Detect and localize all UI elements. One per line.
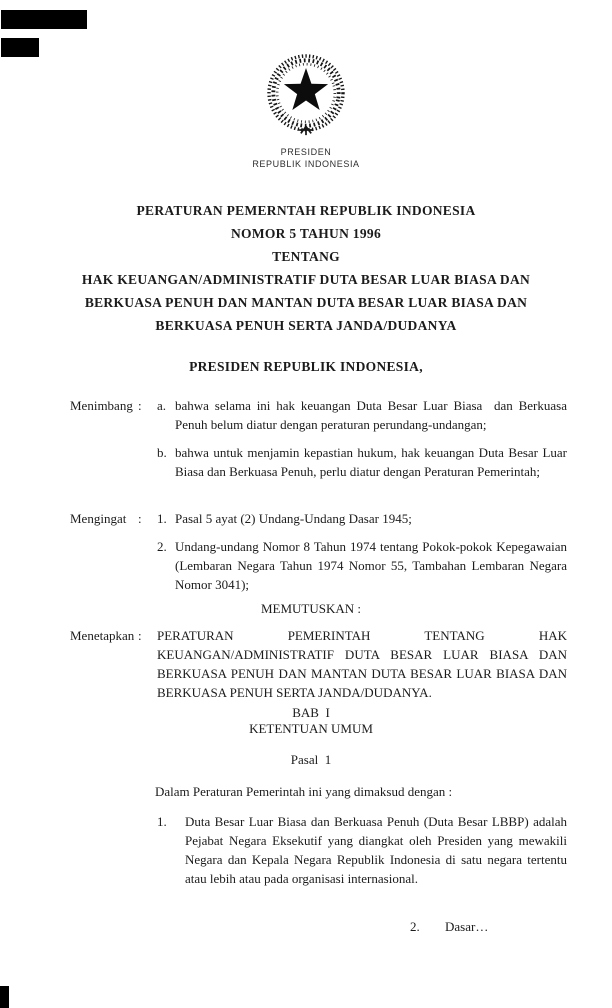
emblem-label-presiden: PRESIDEN <box>280 147 332 157</box>
presidential-emblem <box>0 50 612 170</box>
catchword-text: Dasar… <box>445 919 489 934</box>
bab-number: BAB I <box>292 705 330 720</box>
pasal-intro: Dalam Peraturan Pemerintah ini yang dimaksud dengan : <box>155 784 453 799</box>
pasal-item-1 <box>157 812 567 888</box>
mengingat-item-2 <box>157 537 567 594</box>
star-icon <box>284 68 328 110</box>
title-line: BERKUASA PENUH DAN MANTAN DUTA BESAR LUAR BIASA DAN <box>84 295 528 310</box>
title-line: NOMOR 5 TAHUN 1996 <box>230 226 382 241</box>
clause-label: Menimbang <box>70 398 133 413</box>
item-marker: 2. <box>157 539 167 554</box>
menetapkan-text: PERATURAN PEMERINTAH TENTANG HAK KEUANGAN/ADMINISTRATIF DUTA BESAR LUAR BIASA DAN BERKUASA PENUH DAN MANTAN DUTA BESAR LUAR BIASA DAN BERKUASA PENUH SERTA JANDA/DUDANYA. <box>157 628 567 700</box>
pasal-heading: Pasal 1 <box>290 752 332 767</box>
bab-title: KETENTUAN UMUM <box>249 721 373 736</box>
title-line: BERKUASA PENUH SERTA JANDA/DUDANYA <box>155 318 457 333</box>
clause-colon: : <box>138 398 142 413</box>
clause-colon: : <box>138 511 142 526</box>
scan-artifact-top-left-1 <box>1 10 87 29</box>
clause-menimbang <box>70 396 567 481</box>
item-marker: a. <box>157 398 167 413</box>
memutuskan-heading: MEMUTUSKAN : <box>260 601 362 616</box>
star-wreath-emblem-icon <box>263 50 349 142</box>
opening-line: PRESIDEN REPUBLIK INDONESIA, <box>189 359 423 374</box>
clause-mengingat <box>70 509 567 594</box>
clause-colon: : <box>138 628 142 643</box>
scan-artifact-bottom-left <box>0 986 9 1008</box>
document-title <box>0 199 612 337</box>
item-text: bahwa selama ini hak keuangan Duta Besar Luar Biasa dan Berkuasa Penuh belum diatur dengan peraturan perundang-undangan; <box>175 398 567 432</box>
emblem-label-republik-indonesia: REPUBLIK INDONESIA <box>252 159 360 169</box>
menimbang-item-b <box>157 443 567 481</box>
menimbang-item-a <box>157 396 567 434</box>
bab-heading <box>55 705 567 737</box>
item-text: bahwa untuk menjamin kepastian hukum, hak keuangan Duta Besar Luar Biasa dan Berkuasa Penuh, perlu diatur dengan Peraturan Pemerintah; <box>175 445 567 479</box>
page-catchword <box>410 919 488 935</box>
item-marker: 1. <box>157 814 167 829</box>
item-marker: 1. <box>157 511 167 526</box>
clause-label: Mengingat <box>70 511 127 526</box>
clause-menetapkan <box>70 626 567 702</box>
clause-label: Menetapkan <box>70 628 135 643</box>
pasal-items <box>157 812 567 888</box>
item-text: Duta Besar Luar Biasa dan Berkuasa Penuh (Duta Besar LBBP) adalah Pejabat Negara Eksekutif yang diangkat oleh Presiden yang mewakili Negara dan Kepala Negara Republik Indonesia di satu negara tertentu atau lebih atau pada organisasi internasional. <box>185 814 567 886</box>
item-marker: b. <box>157 445 167 460</box>
title-line: HAK KEUANGAN/ADMINISTRATIF DUTA BESAR LUAR BIASA DAN <box>81 272 531 287</box>
item-text: Pasal 5 ayat (2) Undang-Undang Dasar 1945; <box>175 511 412 526</box>
title-line: PERATURAN PEMERNTAH REPUBLIK INDONESIA <box>136 203 476 218</box>
title-line: TENTANG <box>272 249 340 264</box>
mengingat-item-1 <box>157 509 567 528</box>
item-text: Undang-undang Nomor 8 Tahun 1974 tentang Pokok-pokok Kepegawaian (Lembaran Negara Tahun 1974 Nomor 55, Tambahan Lembaran Negara Nomor 3041); <box>175 539 567 592</box>
catchword-marker: 2. <box>410 919 420 934</box>
